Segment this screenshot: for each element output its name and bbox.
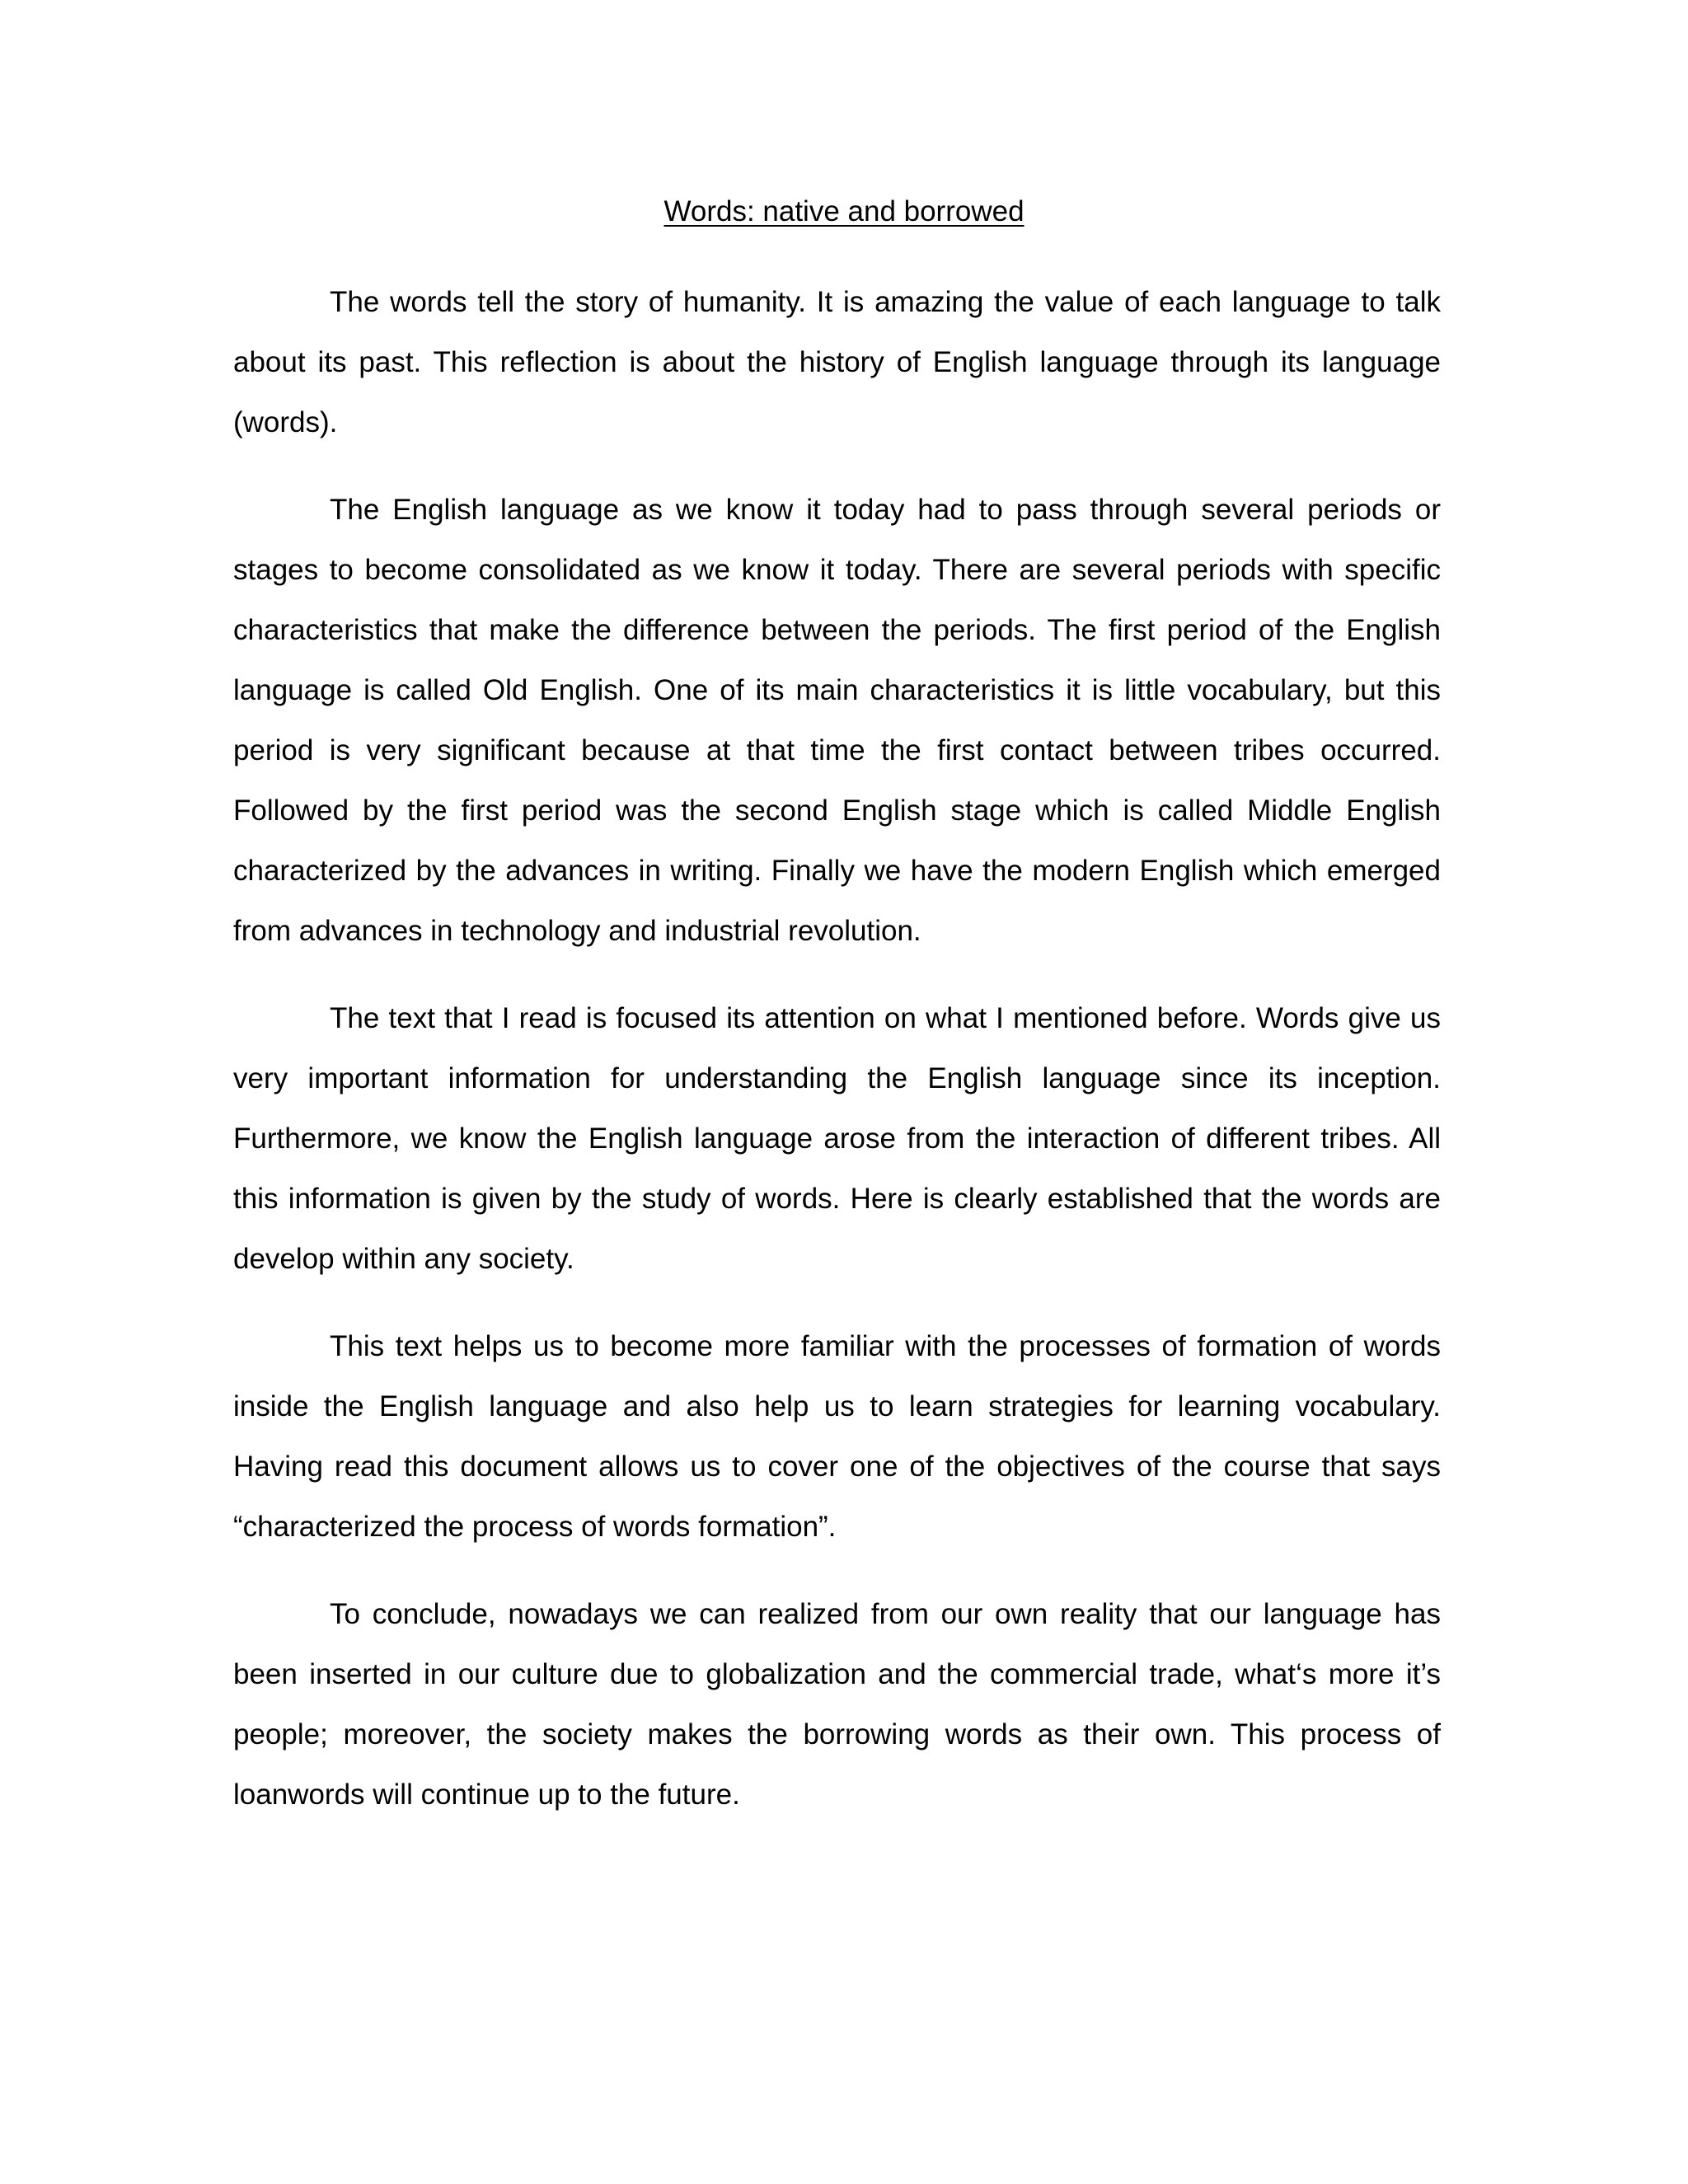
document-title: Words: native and borrowed (663, 195, 1025, 227)
paragraph-4: This text helps us to become more familiar with the processes of formation of words inside the English language and also help us to learn strategies for learning vocabulary. Having read this document allows us to cover one of the objectives of the course that says “characterized the process of words formation”. (233, 1330, 1441, 1543)
paragraph-1: The words tell the story of humanity. It is amazing the value of each language to talk about its past. This reflection is about the history of English language through its language (words). (233, 286, 1441, 438)
document-body (233, 272, 1441, 1852)
paragraph-3: The text that I read is focused its attention on what I mentioned before. Words give us very important information for understanding the English language since its inception. Furthermore, we know the English language arose from the interaction of different tribes. All this information is given by the study of words. Here is clearly established that the words are develop within any society. (233, 1002, 1441, 1275)
paragraph-2: The English language as we know it today had to pass through several periods or stages to become consolidated as we know it today. There are several periods with specific characteristics that make the difference between the periods. The first period of the English language is called Old English. One of its main characteristics it is little vocabulary, but this period is very significant because at that time the first contact between tribes occurred. Followed by the first period was the second English stage which is called Middle English characterized by the advances in writing. Finally we have the modern English which emerged from advances in technology and industrial revolution. (233, 494, 1441, 947)
paragraph-5: To conclude, nowadays we can realized from our own reality that our language has been inserted in our culture due to globalization and the commercial trade, what‘s more it’s people; moreover, the society makes the borrowing words as their own. This process of loanwords will continue up to the future. (233, 1598, 1441, 1811)
